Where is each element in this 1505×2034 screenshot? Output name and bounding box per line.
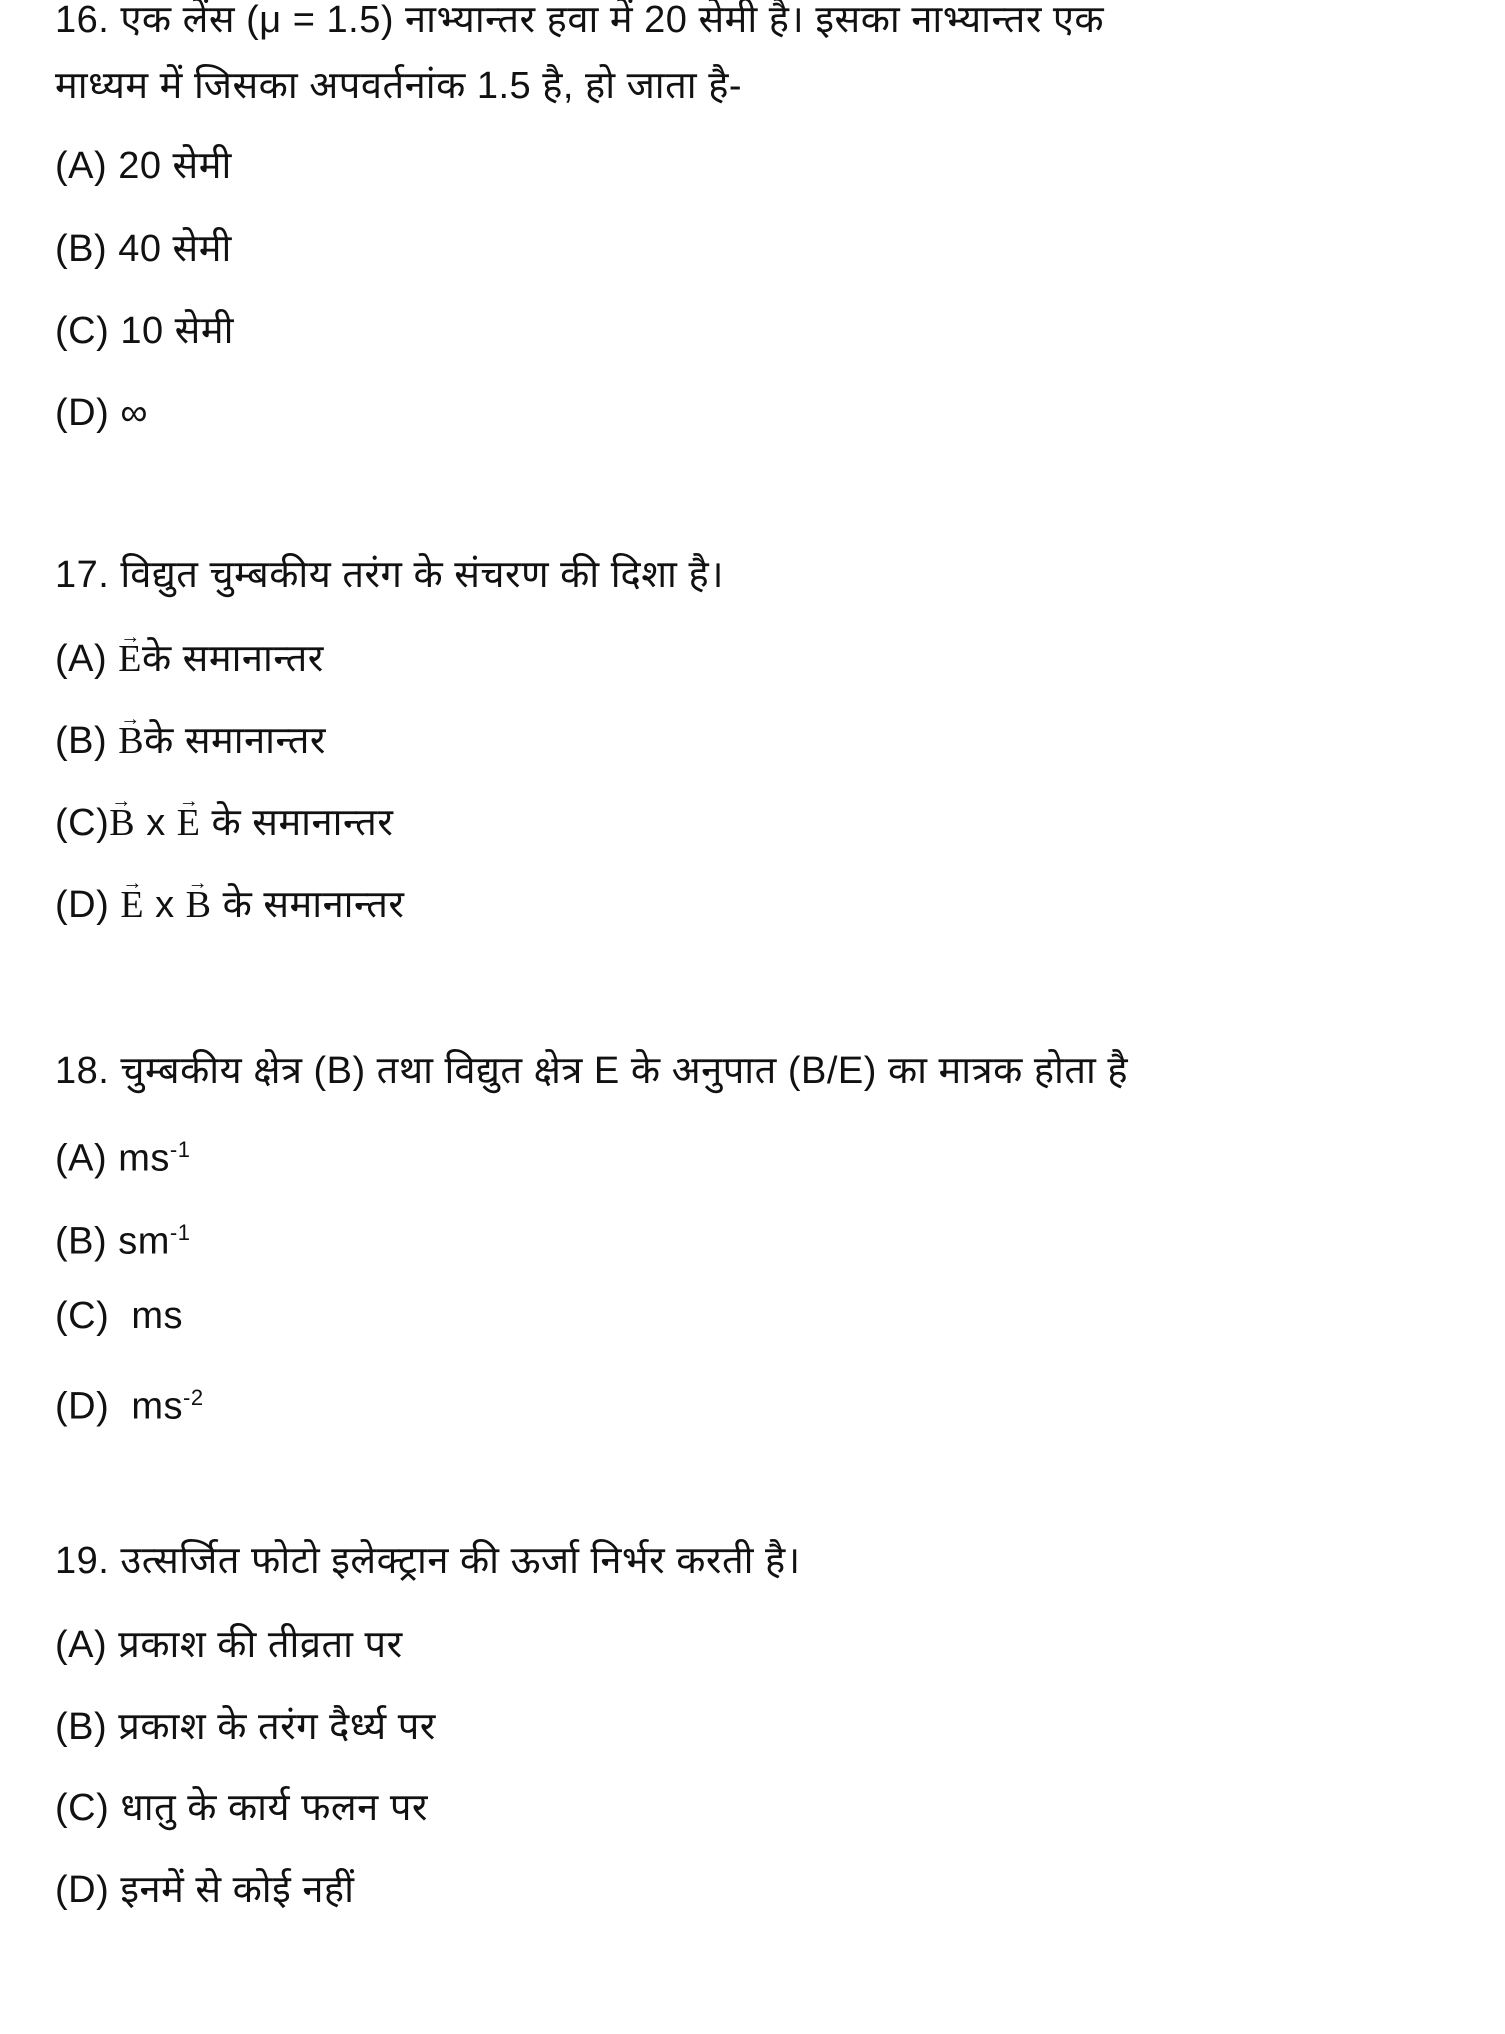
option-17-b [55, 717, 326, 765]
text: (B) [55, 1220, 108, 1263]
option-17-a [55, 635, 324, 683]
text: ms [131, 1385, 184, 1428]
text: -1 [169, 1220, 191, 1245]
question-18-stem [55, 1047, 1128, 1095]
text: 17. [55, 554, 110, 596]
text: (A) [55, 1624, 108, 1666]
vector-b: → B [118, 717, 144, 765]
text: 40 सेमी [118, 228, 232, 270]
text: 18. [55, 1050, 110, 1092]
text: (C) [55, 310, 110, 352]
question-16-stem-cont: माध्यम में जिसका अपवर्तनांक 1.5 है, हो जाता है- [55, 65, 743, 107]
text: (C) [55, 1295, 110, 1337]
option-18-a [55, 1126, 190, 1183]
text: 19. [55, 1540, 110, 1582]
text: (D) [55, 392, 110, 434]
text: (A) [55, 638, 108, 680]
option-17-d [55, 881, 404, 929]
question-19-stem [55, 1537, 801, 1585]
text: धातु के कार्य फलन पर [120, 1787, 428, 1829]
option-18-d [55, 1374, 204, 1431]
text: x [146, 802, 166, 844]
question-text: एक लेंस (μ = 1.5) नाभ्यान्तर हवा में 20 सेमी है। इसका नाभ्यान्तर एक [120, 0, 1105, 41]
option-18-b [55, 1209, 190, 1266]
option-19-c [55, 1784, 428, 1832]
option-16-b [55, 225, 232, 273]
option-16-c [55, 307, 234, 355]
text: 20 सेमी [118, 145, 232, 187]
text: x [155, 884, 175, 926]
text: (D) [55, 1385, 110, 1428]
text: (D) [55, 1869, 110, 1911]
question-16-stem [55, 0, 1104, 44]
option-19-a [55, 1621, 403, 1669]
vector-e: → E [177, 799, 201, 847]
option-17-c [55, 799, 393, 847]
text: (A) [55, 1137, 108, 1180]
text: उत्सर्जित फोटो इलेक्ट्रान की ऊर्जा निर्भर करती है। [120, 1540, 801, 1582]
vector-e: → E [118, 635, 142, 683]
question-17-stem [55, 551, 724, 599]
vector-e: → E [120, 881, 144, 929]
text: इनमें से कोई नहीं [120, 1869, 355, 1911]
text: विद्युत चुम्बकीय तरंग के संचरण की दिशा है। [120, 554, 725, 596]
text: के समानान्तर [144, 720, 326, 762]
text: 10 सेमी [120, 310, 234, 352]
text: (D) [55, 884, 110, 926]
text: -2 [183, 1385, 204, 1410]
text: प्रकाश की तीव्रता पर [118, 1624, 403, 1666]
text: के समानान्तर [141, 638, 324, 680]
text: (B) [55, 1706, 108, 1748]
text: -1 [169, 1137, 191, 1162]
question-number: 16. [55, 0, 110, 41]
text: (B) [55, 720, 108, 762]
text: ms [131, 1295, 184, 1337]
text: (B) [55, 228, 108, 270]
vector-b: → B [109, 799, 135, 847]
text: के समानान्तर [211, 802, 394, 844]
option-18-c [55, 1292, 183, 1340]
text: (C) [55, 1787, 110, 1829]
text: ∞ [120, 392, 148, 434]
text: प्रकाश के तरंग दैर्ध्य पर [118, 1706, 436, 1748]
vector-b: → B [186, 881, 212, 929]
text: sm [118, 1220, 170, 1263]
text: के समानान्तर [222, 884, 405, 926]
text: (A) [55, 145, 108, 187]
text: ms [118, 1137, 170, 1180]
text: चुम्बकीय क्षेत्र (B) तथा विद्युत क्षेत्र E के अनुपात (B/E) का मात्रक होता है [120, 1050, 1129, 1092]
option-19-d [55, 1866, 354, 1914]
text: (C) [55, 802, 110, 844]
option-16-a [55, 142, 232, 190]
option-16-d [55, 389, 148, 437]
option-19-b [55, 1703, 436, 1751]
